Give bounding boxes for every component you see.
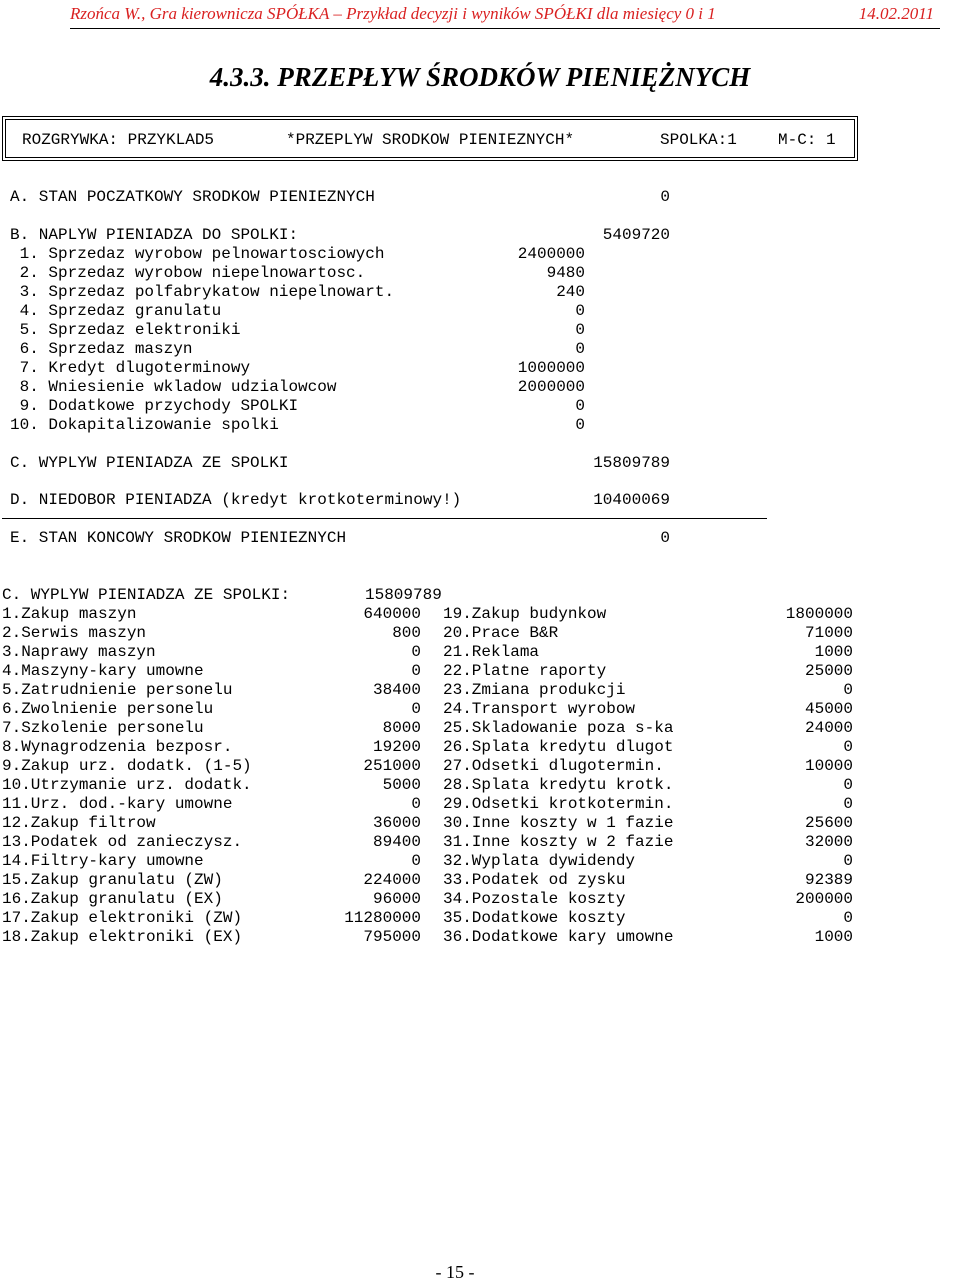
- inflow-item-value: 0: [575, 416, 585, 434]
- banner-report-name: *PRZEPLYW SRODKOW PIENIEZNYCH*: [286, 131, 575, 149]
- outflow-item-label: 15.Zakup granulatu (ZW): [2, 871, 223, 889]
- outflow-item-value: 11280000: [344, 909, 421, 927]
- running-header: [70, 4, 940, 29]
- inflow-item-value: 0: [575, 397, 585, 415]
- outflow-item-value: 1000: [814, 928, 853, 946]
- outflow-item-label: 17.Zakup elektroniki (ZW): [2, 909, 243, 927]
- page-number: - 15 -: [435, 1262, 475, 1282]
- inflow-item-label: 3. Sprzedaz polfabrykatow niepelnowart.: [10, 283, 395, 301]
- outflow-item-label: 30.Inne koszty w 1 fazie: [443, 814, 674, 832]
- outflow-item-value: 0: [411, 662, 421, 680]
- outflow-item-value: 795000: [363, 928, 421, 946]
- report-banner: [2, 116, 858, 161]
- section-a-value: 0: [660, 188, 670, 206]
- outflow-item-label: 34.Pozostale koszty: [443, 890, 626, 908]
- section-c-value: 15809789: [593, 454, 670, 472]
- inflow-item-label: 9. Dodatkowe przychody SPOLKI: [10, 397, 299, 415]
- inflow-item-label: 10. Dokapitalizowanie spolki: [10, 416, 279, 434]
- outflow-item-value: 24000: [804, 719, 853, 737]
- section-e-value: 0: [660, 529, 670, 547]
- section-title: 4.3.3. PRZEPŁYW ŚRODKÓW PIENIĘŻNYCH: [209, 62, 751, 92]
- outflow-item-label: 6.Zwolnienie personelu: [2, 700, 214, 718]
- inflow-item-label: 6. Sprzedaz maszyn: [10, 340, 193, 358]
- outflow-item-label: 16.Zakup granulatu (EX): [2, 890, 223, 908]
- outflow-item-value: 25000: [804, 662, 853, 680]
- outflow-item-value: 8000: [382, 719, 421, 737]
- outflow-item-label: 19.Zakup budynkow: [443, 605, 607, 623]
- section-d-label: D. NIEDOBOR PIENIADZA (kredyt krotkoterminowy!): [10, 491, 462, 509]
- inflow-item-value: 1000000: [517, 359, 585, 377]
- outflow-item-value: 0: [843, 681, 853, 699]
- header-text: Rzońca W., Gra kierownicza SPÓŁKA – Przykład decyzji i wyników SPÓŁKI dla miesięcy 0 i 1: [70, 4, 716, 23]
- outflow-item-label: 5.Zatrudnienie personelu: [2, 681, 233, 699]
- outflow-item-value: 45000: [804, 700, 853, 718]
- outflow-item-value: 89400: [372, 833, 421, 851]
- outflow-item-value: 800: [392, 624, 421, 642]
- inflow-item-value: 2000000: [517, 378, 585, 396]
- outflow-item-value: 71000: [804, 624, 853, 642]
- banner-month: M-C: 1: [778, 131, 836, 149]
- inflow-item-value: 0: [575, 302, 585, 320]
- outflow-item-label: 2.Serwis maszyn: [2, 624, 147, 642]
- outflow-item-label: 13.Podatek od zanieczysz.: [2, 833, 243, 851]
- outflow-value: 15809789: [365, 586, 442, 604]
- outflow-item-value: 224000: [363, 871, 421, 889]
- outflow-item-label: 9.Zakup urz. dodatk. (1-5): [2, 757, 252, 775]
- outflow-item-value: 0: [411, 700, 421, 718]
- section-c-label: C. WYPLYW PIENIADZA ZE SPOLKI: [10, 454, 289, 472]
- banner-company: SPOLKA:1: [660, 131, 737, 149]
- outflow-item-label: 33.Podatek od zysku: [443, 871, 626, 889]
- outflow-item-value: 0: [843, 795, 853, 813]
- inflow-item-label: 4. Sprzedaz granulatu: [10, 302, 222, 320]
- outflow-item-value: 0: [843, 776, 853, 794]
- outflow-item-label: 23.Zmiana produkcji: [443, 681, 626, 699]
- outflow-item-label: 36.Dodatkowe kary umowne: [443, 928, 674, 946]
- inflow-item-label: 5. Sprzedaz elektroniki: [10, 321, 241, 339]
- outflow-item-value: 5000: [382, 776, 421, 794]
- outflow-item-value: 200000: [795, 890, 853, 908]
- outflow-item-value: 0: [411, 795, 421, 813]
- outflow-item-label: 4.Maszyny-kary umowne: [2, 662, 204, 680]
- outflow-item-label: 24.Transport wyrobow: [443, 700, 636, 718]
- outflow-item-label: 10.Utrzymanie urz. dodatk.: [2, 776, 252, 794]
- outflow-item-value: 36000: [372, 814, 421, 832]
- section-d-value: 10400069: [593, 491, 670, 509]
- outflow-item-value: 92389: [804, 871, 853, 889]
- outflow-item-label: 26.Splata kredytu dlugot: [443, 738, 674, 756]
- inflow-item-value: 240: [556, 283, 585, 301]
- header-date: 14.02.2011: [858, 4, 934, 23]
- inflow-item-value: 9480: [546, 264, 585, 282]
- outflow-item-label: 3.Naprawy maszyn: [2, 643, 156, 661]
- outflow-item-label: 12.Zakup filtrow: [2, 814, 156, 832]
- outflow-item-label: 18.Zakup elektroniki (EX): [2, 928, 243, 946]
- outflow-item-label: 25.Skladowanie poza s-ka: [443, 719, 674, 737]
- inflow-item-value: 0: [575, 321, 585, 339]
- outflow-item-value: 0: [843, 909, 853, 927]
- outflow-item-value: 0: [411, 852, 421, 870]
- outflow-item-value: 19200: [372, 738, 421, 756]
- outflow-item-label: 20.Prace B&R: [443, 624, 559, 642]
- inflow-item-label: 1. Sprzedaz wyrobow pelnowartosciowych: [10, 245, 385, 263]
- outflow-item-label: 35.Dodatkowe koszty: [443, 909, 626, 927]
- outflow-item-label: 28.Splata kredytu krotk.: [443, 776, 674, 794]
- outflow-item-label: 14.Filtry-kary umowne: [2, 852, 204, 870]
- outflow-item-label: 21.Reklama: [443, 643, 540, 661]
- outflow-label: C. WYPLYW PIENIADZA ZE SPOLKI:: [2, 586, 291, 604]
- outflow-item-value: 1000: [814, 643, 853, 661]
- outflow-item-value: 96000: [372, 890, 421, 908]
- inflow-item-value: 2400000: [517, 245, 585, 263]
- outflow-item-value: 640000: [363, 605, 421, 623]
- inflow-item-label: 2. Sprzedaz wyrobow niepelnowartosc.: [10, 264, 366, 282]
- outflow-item-label: 7.Szkolenie personelu: [2, 719, 204, 737]
- outflow-item-value: 1800000: [785, 605, 853, 623]
- outflow-item-label: 11.Urz. dod.-kary umowne: [2, 795, 233, 813]
- outflow-item-value: 0: [411, 643, 421, 661]
- section-b-label: B. NAPLYW PIENIADZA DO SPOLKI:: [10, 226, 299, 244]
- outflow-item-value: 38400: [372, 681, 421, 699]
- outflow-item-value: 32000: [804, 833, 853, 851]
- inflow-item-label: 8. Wniesienie wkladow udzialowcow: [10, 378, 337, 396]
- outflow-item-value: 251000: [363, 757, 421, 775]
- outflow-item-label: 1.Zakup maszyn: [2, 605, 137, 623]
- divider: [2, 518, 767, 519]
- section-a-label: A. STAN POCZATKOWY SRODKOW PIENIEZNYCH: [10, 188, 375, 206]
- outflow-item-value: 25600: [804, 814, 853, 832]
- outflow-item-label: 27.Odsetki dlugotermin.: [443, 757, 664, 775]
- outflow-item-label: 32.Wyplata dywidendy: [443, 852, 636, 870]
- inflow-item-value: 0: [575, 340, 585, 358]
- section-e-label: E. STAN KONCOWY SRODKOW PIENIEZNYCH: [10, 529, 347, 547]
- outflow-item-label: 29.Odsetki krotkotermin.: [443, 795, 674, 813]
- section-b-value: 5409720: [602, 226, 670, 244]
- banner-game: ROZGRYWKA: PRZYKLAD5: [22, 131, 215, 149]
- outflow-item-value: 0: [843, 738, 853, 756]
- outflow-item-label: 8.Wynagrodzenia bezposr.: [2, 738, 233, 756]
- outflow-item-label: 31.Inne koszty w 2 fazie: [443, 833, 674, 851]
- outflow-item-label: 22.Platne raporty: [443, 662, 607, 680]
- outflow-item-value: 10000: [804, 757, 853, 775]
- outflow-item-value: 0: [843, 852, 853, 870]
- inflow-item-label: 7. Kredyt dlugoterminowy: [10, 359, 251, 377]
